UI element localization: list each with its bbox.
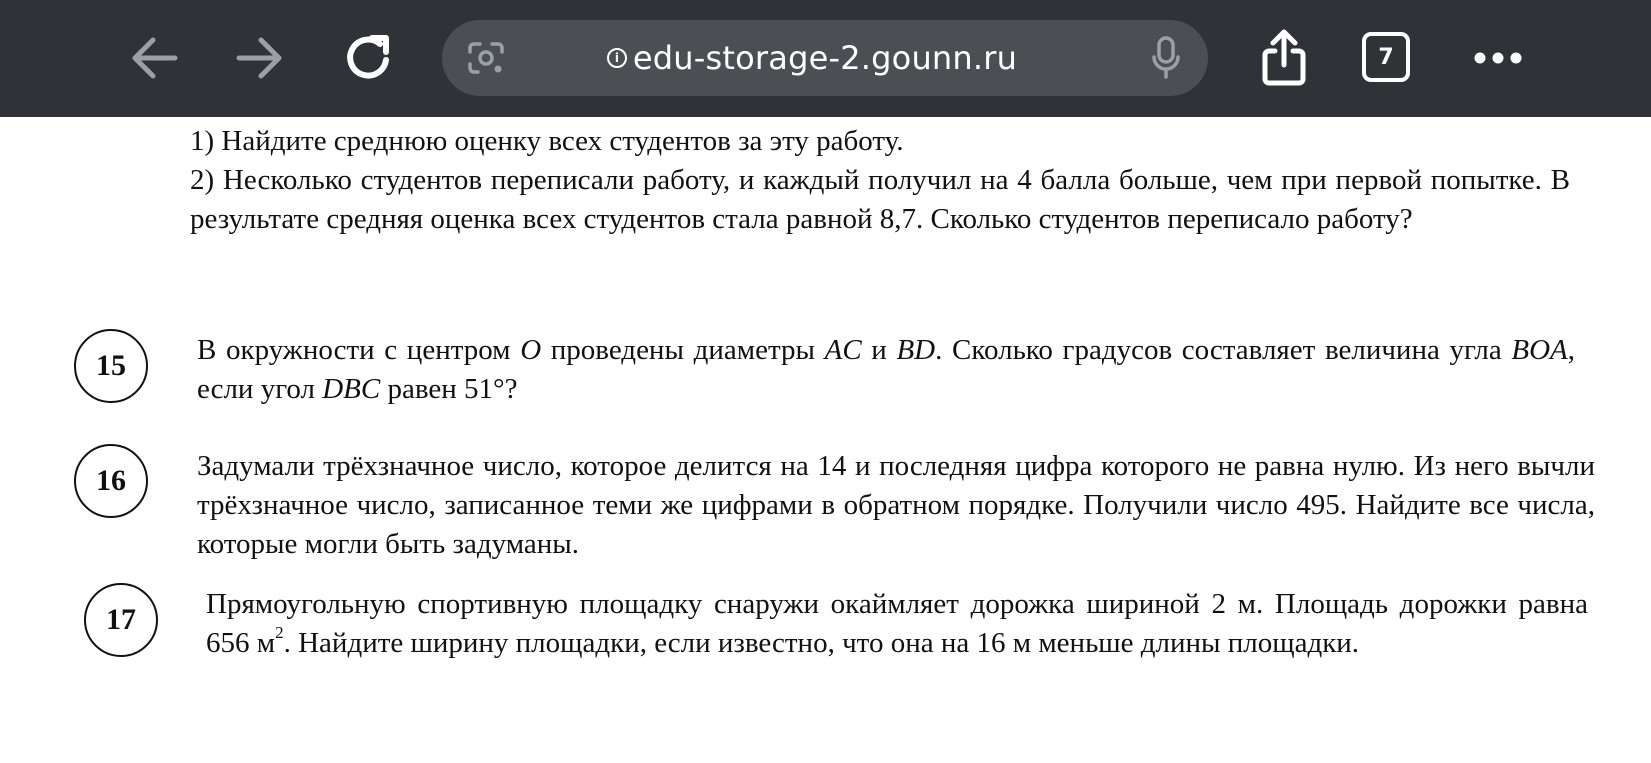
reload-icon (342, 30, 398, 86)
info-icon[interactable]: i (607, 48, 627, 68)
microphone-icon[interactable] (1146, 34, 1186, 82)
text-fragment: и (861, 334, 897, 366)
tab-count: 7 (1378, 44, 1394, 70)
math-variable: O (520, 334, 542, 366)
forward-button[interactable] (228, 30, 292, 86)
text-fragment: , если угол (197, 334, 1576, 405)
task-16-text: Задумали трёхзначное число, которое делится на 14 и последняя цифра которого не равна нулю. Из него вычли трёхзначное число, записанное теми же цифрами в обратном порядке. Получили число 495. Найдите все числа, которые могли быть задуманы. (197, 450, 1595, 560)
text-fragment: проведены диаметры (541, 334, 825, 366)
more-menu-button[interactable] (1466, 34, 1530, 82)
share-button[interactable] (1252, 24, 1316, 90)
arrow-left-icon (129, 36, 179, 80)
url-text: edu-storage-2.gounn.ru (632, 39, 1018, 77)
math-variable: BOA (1511, 334, 1568, 366)
browser-toolbar (0, 0, 1651, 117)
task-number-badge (74, 444, 148, 518)
math-variable: DBC (322, 373, 381, 405)
text-fragment: . Найдите ширину площадки, если известно, что она на 16 м меньше длины площадки. (283, 627, 1360, 659)
text-fragment: . Сколько градусов составляет величина угла (935, 334, 1512, 366)
math-variable: AC (824, 334, 862, 366)
question-item-1: 1) Найдите среднюю оценку всех студентов за эту работу. (190, 125, 904, 157)
task-number: 17 (106, 603, 136, 636)
task-17-text (206, 585, 1588, 663)
share-icon (1259, 27, 1309, 87)
text-fragment: Прямоугольную спортивную площадку снаружи окаймляет дорожка шириной 2 м. Площадь дорожки равна 656 м (206, 588, 1588, 659)
task-15-text (197, 331, 1575, 409)
tab-switcher-button[interactable] (1362, 32, 1410, 82)
more-horizontal-icon (1473, 51, 1523, 65)
url-display[interactable] (602, 20, 1022, 96)
task-number-badge (84, 583, 158, 657)
reload-button[interactable] (336, 26, 404, 90)
question-item-2: 2) Несколько студентов переписали работу, и каждый получил на 4 балла больше, чем при первой попытке. В результате средняя оценка всех студентов стала равной 8,7. Сколько студентов переписало работу? (190, 164, 1570, 235)
back-button[interactable] (122, 30, 186, 86)
text-fragment: равен 51°? (380, 373, 518, 405)
task-number-badge (74, 329, 148, 403)
text-fragment: В окружности с центром (197, 334, 521, 366)
task-number: 15 (96, 349, 126, 382)
address-bar[interactable] (442, 20, 1208, 96)
superscript: 2 (275, 623, 284, 642)
pdf-page (0, 117, 1651, 763)
math-variable: BD (896, 334, 936, 366)
arrow-right-icon (235, 36, 285, 80)
task-number: 16 (96, 464, 126, 497)
google-lens-icon[interactable] (464, 38, 508, 78)
